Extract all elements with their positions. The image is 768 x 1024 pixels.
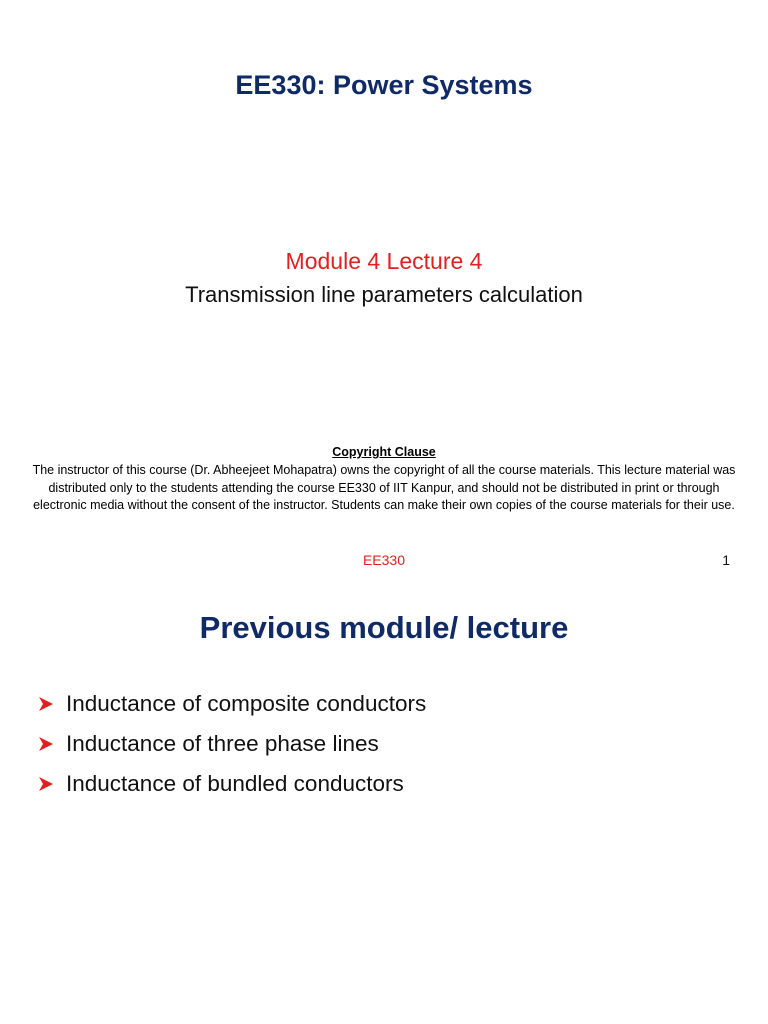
section-title: Previous module/ lecture [199,610,569,645]
list-item [38,724,426,764]
footer-course-code: EE330 [362,552,406,568]
list-item [38,684,426,724]
page-number: 1 [722,552,730,568]
course-title: EE330: Power Systems [235,70,533,100]
arrow-bullet-icon [38,696,66,712]
arrow-bullet-icon [38,776,66,792]
bullet-text: Inductance of bundled conductors [66,771,404,796]
bullet-text: Inductance of composite conductors [66,691,427,716]
slide-2 [0,580,768,1024]
copyright-text: The instructor of this course (Dr. Abheejeet Mohapatra) owns the copyright of all the course materials. This lecture material was distributed only to the students attending the course EE330 of IIT Kanpur, and should not be distributed in print or through electronic media without the consent of the instructor. Students can make their own copies of the course materials for their use. [32,463,736,512]
module-label: Module 4 Lecture 4 [285,248,483,274]
bullet-list [38,684,426,804]
bullet-text: Inductance of three phase lines [66,731,379,756]
lecture-topic: Transmission line parameters calculation [185,282,583,307]
list-item [38,764,426,804]
copyright-heading: Copyright Clause [332,445,436,459]
arrow-bullet-icon [38,736,66,752]
